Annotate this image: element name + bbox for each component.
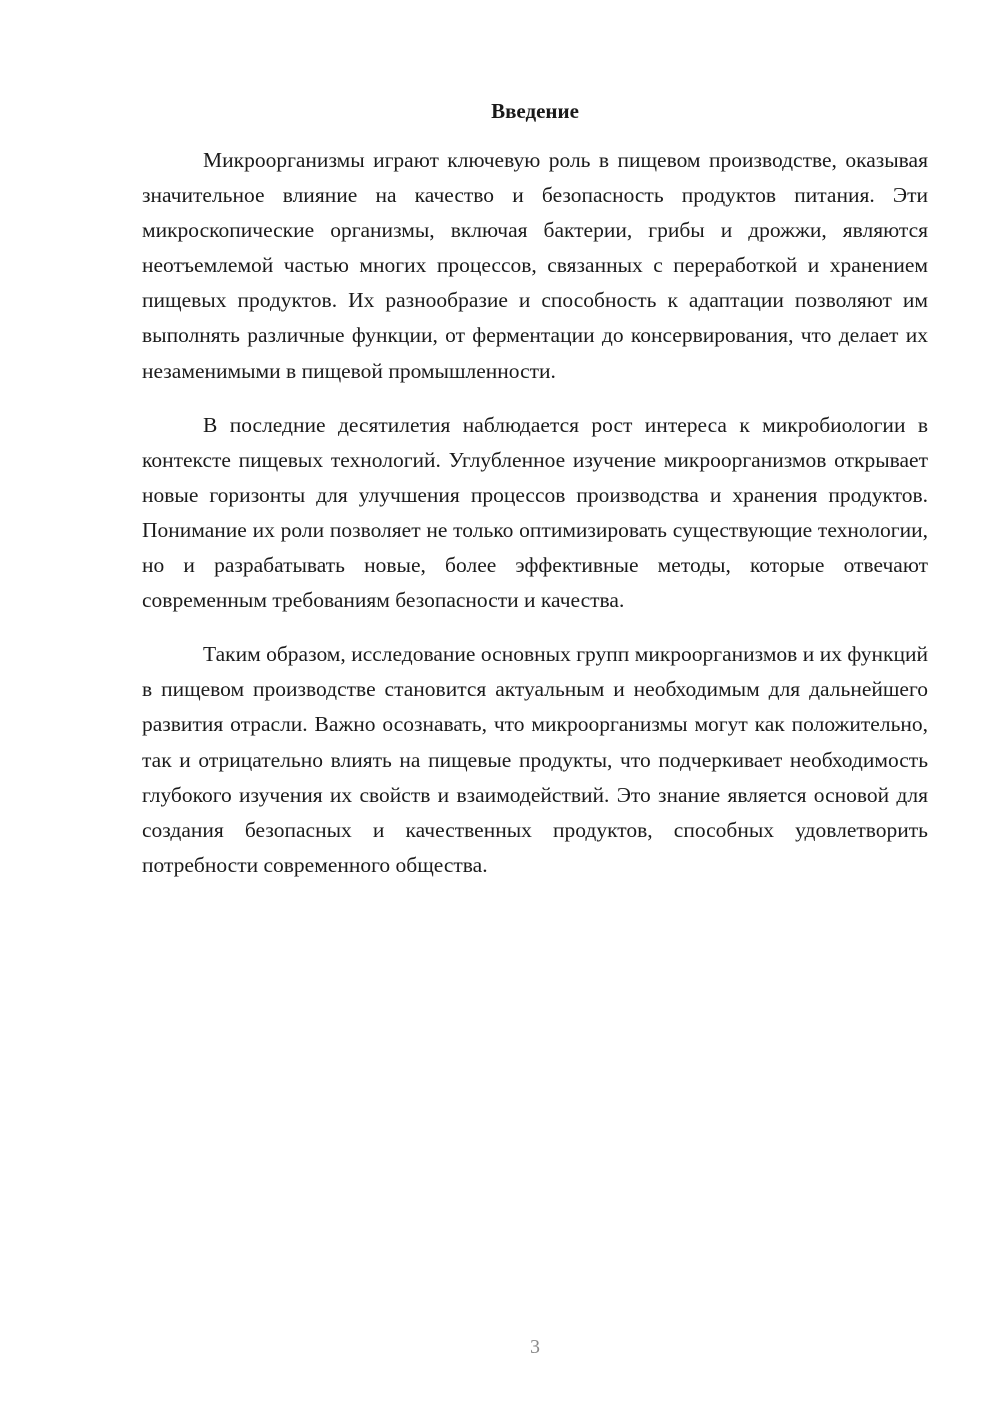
paragraph-1: Микроорганизмы играют ключевую роль в пищевом производстве, оказывая значительное влияние на качество и безопасность продуктов питания. Эти микроскопические организмы, включая бактерии, грибы и дрожжи, являются неотъемлемой частью многих процессов, связанных с переработкой и хранением пищевых продуктов. Их разнообразие и способность к адаптации позволяют им выполнять различные функции, от ферментации до консервирования, что делает их незаменимыми в пищевой промышленности. — [142, 148, 928, 383]
paragraph-2: В последние десятилетия наблюдается рост интереса к микробиологии в контексте пищевых технологий. Углубленное изучение микроорганизмов открывает новые горизонты для улучшения процессов производства и хранения продуктов. Понимание их роли позволяет не только оптимизировать существующие технологии, но и разрабатывать новые, более эффективные методы, которые отвечают современным требованиям безопасности и качества. — [142, 412, 928, 613]
paragraph-3: Таким образом, исследование основных групп микроорганизмов и их функций в пищевом производстве становится актуальным и необходимым для дальнейшего развития отрасли. Важно осознавать, что микроорганизмы могут как положительно, так и отрицательно влиять на пищевые продукты, что подчеркивает необходимость глубокого изучения их свойств и взаимодействий. Это знание является основой для создания безопасных и качественных продуктов, способных удовлетворить потребности современного общества. — [142, 642, 928, 877]
section-heading: Введение — [491, 99, 579, 123]
page-number: 3 — [530, 1336, 540, 1358]
body-text — [142, 143, 928, 902]
